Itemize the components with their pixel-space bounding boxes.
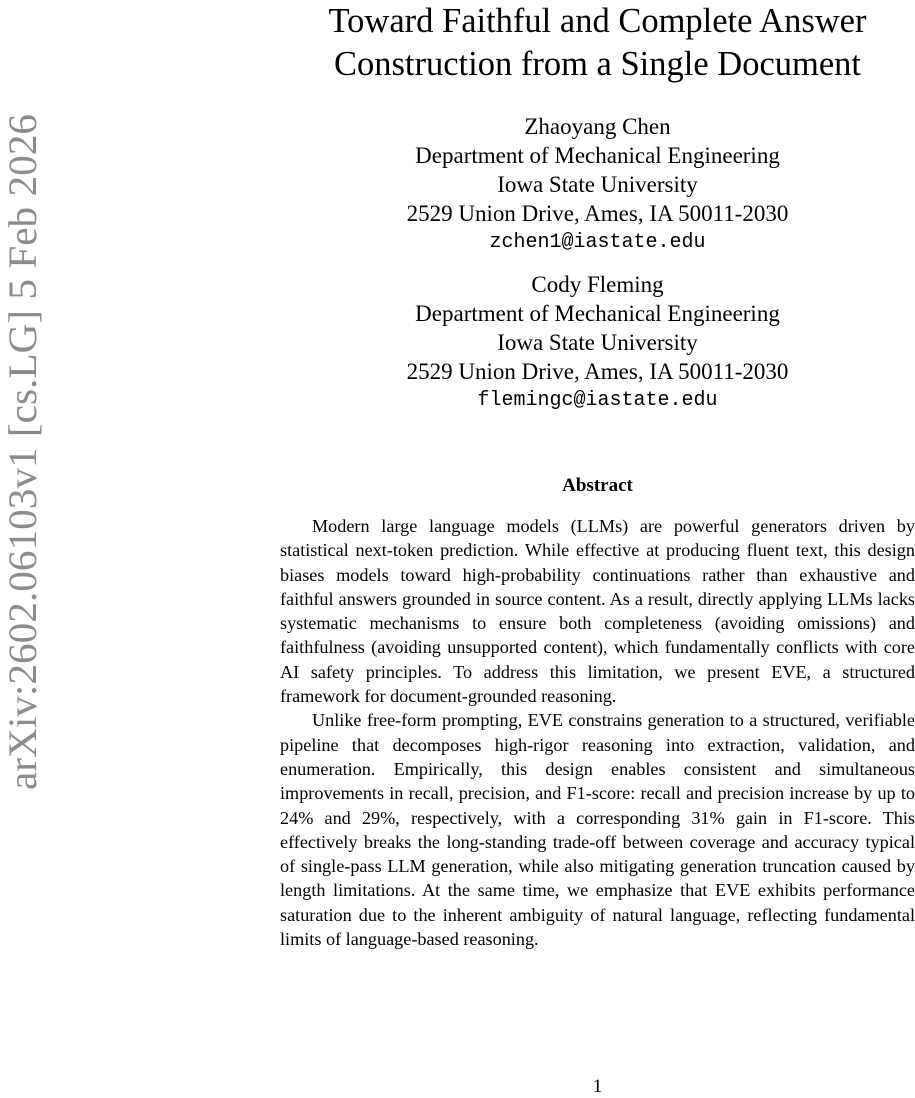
paper-title: [280, 0, 915, 86]
author-address: 2529 Union Drive, Ames, IA 50011-2030: [406, 359, 789, 384]
author-block-1: [280, 112, 915, 257]
abstract-paragraph: Unlike free-form prompting, EVE constrains generation to a structured, verifiable pipeline that decomposes high-rigor reasoning into extraction, validation, and enumeration. Empirically, this design enables consistent and simultaneous improvements in recall, precision, and F1-score: recall and precision increase by up to 24% and 29%, respectively, with a corresponding 31% gain in F1-score. This effectively breaks the long-standing trade-off between coverage and accuracy typical of single-pass LLM generation, while also mitigating generation truncation caused by length limitations. At the same time, we emphasize that EVE exhibits performance saturation due to the inherent ambiguity of natural language, reflecting fundamental limits of language-based reasoning.: [280, 710, 915, 950]
author-university: Iowa State University: [497, 330, 698, 355]
page-number: 1: [592, 1076, 603, 1097]
abstract-body: [280, 514, 915, 951]
author-name: Cody Fleming: [531, 272, 664, 297]
title-line-1: Toward Faithful and Complete Answer: [328, 2, 867, 40]
author-email: flemingc@iastate.edu: [477, 389, 718, 412]
arxiv-stamp-text: arXiv:2602.06103v1 [cs.LG] 5 Feb 2026: [0, 134, 45, 790]
title-line-2: Construction from a Single Document: [333, 45, 861, 83]
author-university: Iowa State University: [497, 172, 698, 197]
author-name: Zhaoyang Chen: [524, 114, 671, 139]
arxiv-side-stamp: [0, 110, 48, 790]
author-block-2: [280, 270, 915, 415]
abstract-paragraph: Modern large language models (LLMs) are powerful generators driven by statistical next-token prediction. While effective at producing fluent text, this design biases models toward high-probability continuations rather than exhaustive and faithful answers grounded in source content. As a result, directly applying LLMs lacks systematic mechanisms to ensure both completeness (avoiding omissions) and faithfulness (avoiding unsupported content), which fundamentally conflicts with core AI safety principles. To address this limitation, we present EVE, a structured framework for document-grounded reasoning.: [280, 516, 915, 707]
author-address: 2529 Union Drive, Ames, IA 50011-2030: [406, 201, 789, 226]
abstract-heading: Abstract: [562, 475, 633, 496]
author-department: Department of Mechanical Engineering: [415, 301, 780, 326]
author-department: Department of Mechanical Engineering: [415, 143, 780, 168]
author-email: zchen1@iastate.edu: [489, 231, 706, 254]
